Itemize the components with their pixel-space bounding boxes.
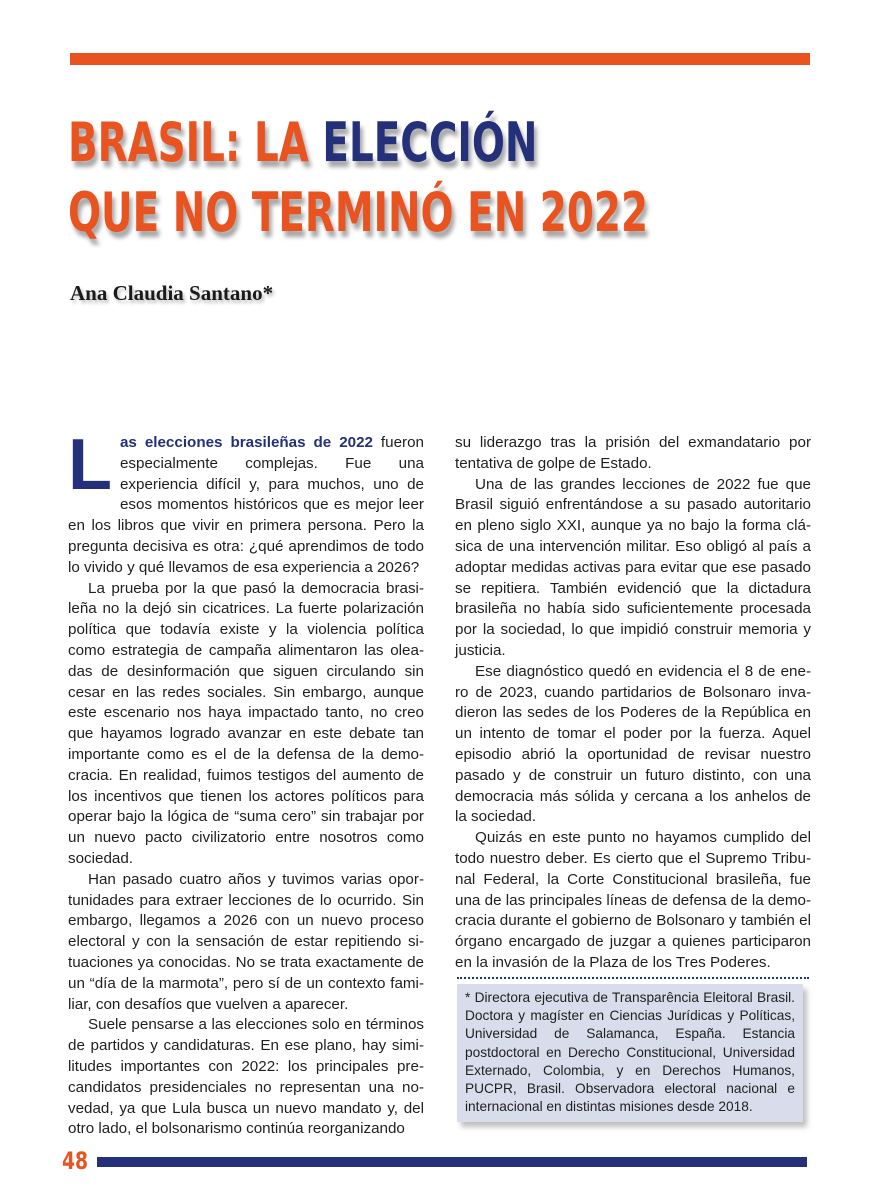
- article-title: [68, 108, 648, 248]
- paragraph-8: Quizás en este punto no hayamos cumplido del todo nuestro deber. Es cierto que el Supremo Tribunal Federal, la Corte Constitucional brasileña, fue una de las principales líneas de defensa de la democracia durante el gobierno de Bolsonaro y también el órgano encargado de juzgar a quienes participaron en la invasión de la Plaza de los Tres Poderes.: [455, 829, 811, 971]
- author-name: Ana Claudia Santano*: [70, 281, 274, 305]
- paragraph-6: Una de las grandes lecciones de 2022 fue que Brasil siguió enfrentándose a su pasado autoritario en pleno siglo XXI, aunque ya no bajo la forma clásica de una intervención militar. Eso obligó al país a adoptar medidas activas para evitar que ese pasado se repitiera. También evidenció que la dictadura brasileña no había sido suficientemente procesada por la sociedad, lo que impidió construir memoria y justicia.: [455, 475, 811, 659]
- page-number: 48: [62, 1147, 89, 1175]
- paragraph-3: Han pasado cuatro años y tuvimos varias oportunidades para extraer lecciones de lo ocurrido. Sin embargo, llegamos a 2026 con un nuevo proceso electoral y con la sensación de estar repitiendo situaciones ya conocidas. No se trata exactamente de un “día de la marmota”, pero sí de un contexto familiar, con desafíos que vuelven a aparecer.: [68, 870, 424, 1013]
- bottom-accent-bar: [97, 1157, 807, 1167]
- paragraph-7: Ese diagnóstico quedó en evidencia el 8 de enero de 2023, cuando partidarios de Bolsonaro invadieron las sedes de los Poderes de la República en un intento de tomar el poder por la fuerza. Aquel episodio abrió la oportunidad de revisar nuestro pasado y de construir un futuro distinto, con una democracia más sólida y cercana a los anhelos de la sociedad.: [455, 662, 811, 826]
- paragraph-4: Suele pensarse a las elecciones solo en términos de partidos y candidaturas. En ese plano, hay similitudes importantes con 2022: los principales precandidatos presidenciales no representan una novedad, ya que Lula busca un nuevo mandato y, del otro lado, el bolsonarismo continúa reorganizando: [68, 1016, 424, 1138]
- title-line1-part2: ELECCIÓN: [322, 111, 538, 174]
- drop-cap: L: [68, 425, 112, 505]
- paragraph-5: su liderazgo tras la prisión del exmandatario por tentativa de golpe de Estado.: [455, 434, 811, 472]
- author-footnote: * Directora ejecutiva de Transparência Eleitoral Brasil. Doctora y magíster en Ciencias Jurídicas y Políticas, Universidad de Salamanca, España. Estancia postdoctoral en Derecho Constitucional, Universidad Externado, Colombia, y en Derechos Humanos, PUCPR, Brasil. Observadora electoral nacional e internacional en distintas misiones desde 2018.: [457, 984, 803, 1122]
- article-column-left: [68, 425, 424, 1140]
- top-accent-bar: [70, 53, 810, 65]
- lead-phrase: as elecciones brasileñas de 2022: [119, 434, 373, 451]
- title-line2: QUE NO TERMINÓ EN 2022: [68, 181, 648, 244]
- article-column-right: [455, 433, 811, 974]
- footnote-divider: [457, 977, 809, 979]
- title-line1-part1: BRASIL: LA: [68, 111, 323, 174]
- paragraph-2: La prueba por la que pasó la democracia brasileña no la dejó sin cicatrices. La fuerte polarización política que todavía existe y la violencia política como estrategia de campaña alimentaron las oleadas de desinformación que siguen circulando sin cesar en las redes sociales. Sin embargo, aunque este escenario nos haya impactado tanto, no creo que hayamos logrado avanzar en este debate tan importante como es el de la defensa de la democracia. En realidad, fuimos testigos del aumento de los incentivos que tienen los actores políticos para operar bajo la lógica de “suma cero” sin trabajar por un nuevo pacto civilizatorio entre nosotros como sociedad.: [68, 579, 424, 867]
- paragraph-1: [68, 425, 424, 579]
- paragraph-1-text: fueron especialmente complejas. Fue una experiencia difícil y, para muchos, uno de esos momentos históricos que es mejor leer en los libros que vivir en primera persona. Pero la pregunta decisiva es otra: ¿qué aprendimos de todo lo vivido y qué llevamos de esa experiencia a 2026?: [68, 434, 424, 576]
